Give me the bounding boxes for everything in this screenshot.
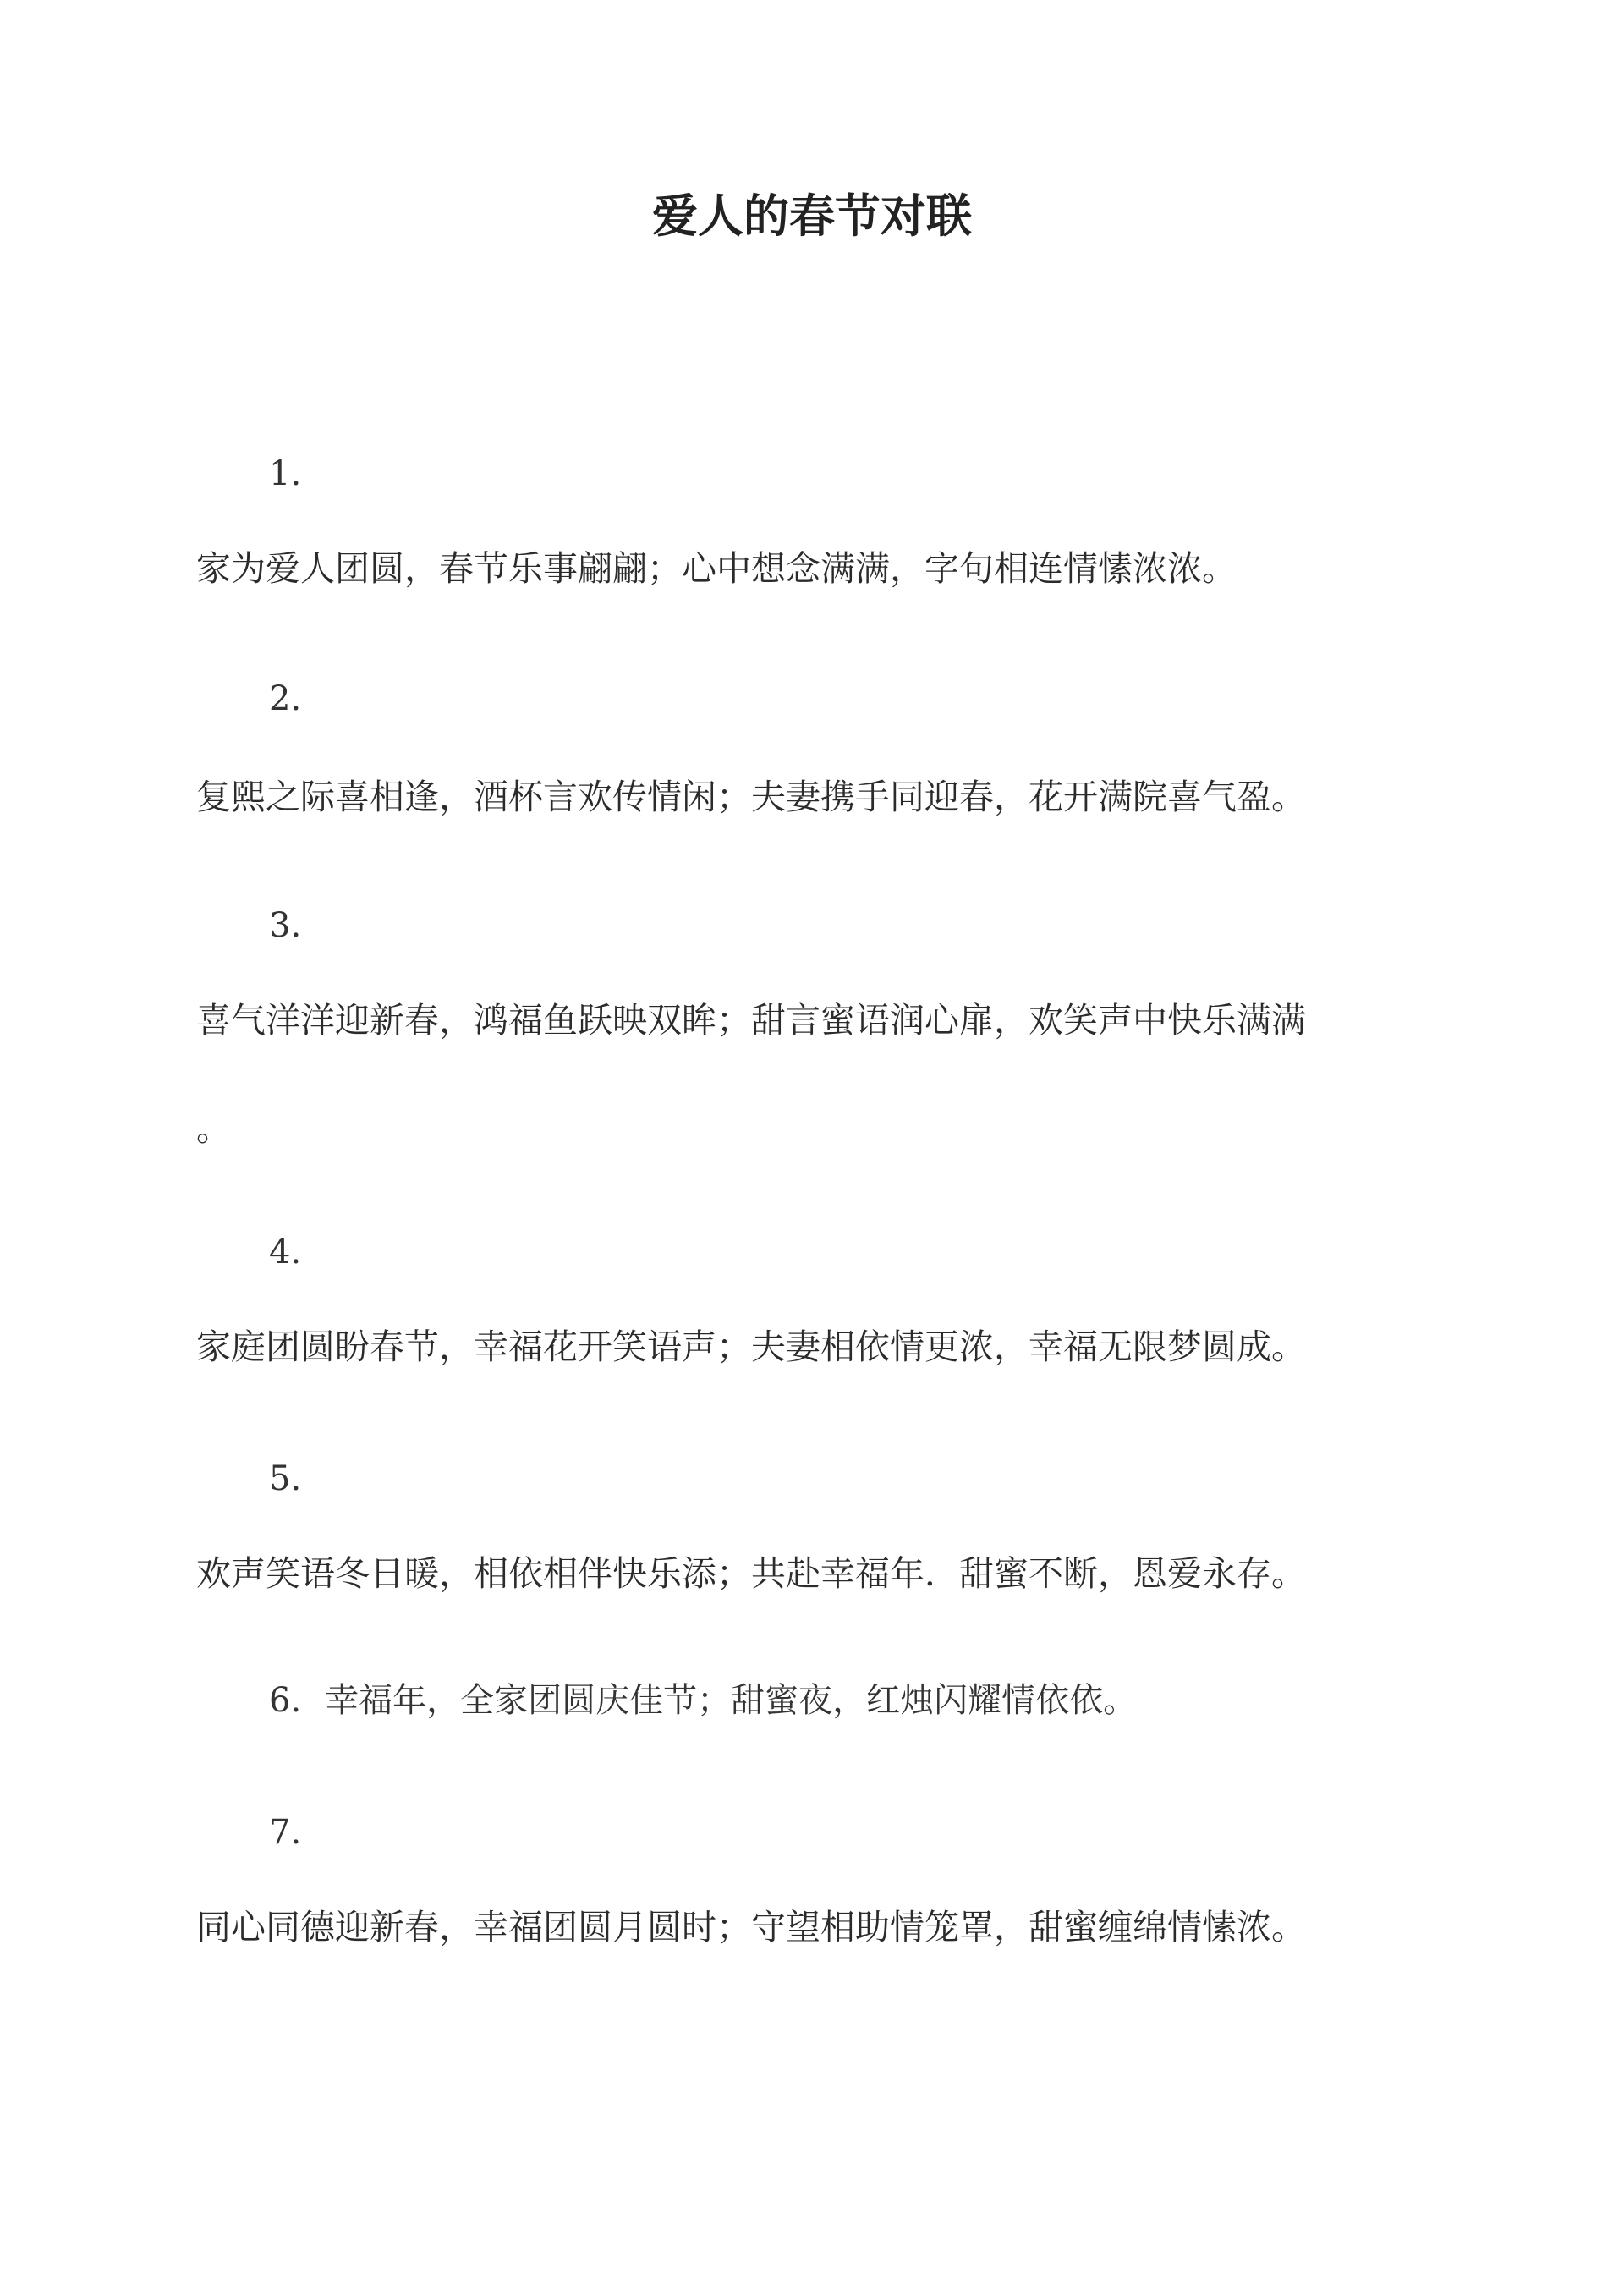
item-number: 3. bbox=[269, 906, 302, 945]
couplet-line: 复熙之际喜相逢，酒杯言欢传情闲；夫妻携手同迎春，花开满院喜气盈。 bbox=[196, 777, 1306, 817]
item-number: 4. bbox=[269, 1233, 302, 1272]
document-title: 爱人的春节对联 bbox=[652, 189, 972, 243]
item-number: 2. bbox=[269, 679, 302, 718]
couplet-line: 家庭团圆盼春节，幸福花开笑语声；夫妻相依情更浓，幸福无限梦圆成。 bbox=[196, 1327, 1306, 1367]
item-number: 7. bbox=[269, 1813, 302, 1852]
item-6-row bbox=[269, 1681, 1138, 1720]
couplet-line: 欢声笑语冬日暖，相依相伴快乐添；共赴幸福年．甜蜜不断，恩爱永存。 bbox=[196, 1553, 1306, 1594]
item-number: 5. bbox=[269, 1459, 302, 1498]
couplet-line: 同心同德迎新春，幸福团圆月圆时；守望相助情笼罩，甜蜜缠绵情愫浓。 bbox=[196, 1907, 1306, 1947]
item-number: 1. bbox=[269, 454, 302, 493]
couplet-line: 喜气洋洋迎新春，鸿福鱼跃映双眸；甜言蜜语润心扉，欢笑声中快乐满满 bbox=[196, 1000, 1306, 1041]
couplet-line: 家为爱人团圆，春节乐事翩翩；心中想念满满，字句相连情愫浓浓。 bbox=[196, 548, 1237, 589]
item-number: 6. bbox=[269, 1681, 302, 1720]
couplet-line-continuation: 。 bbox=[196, 1108, 231, 1149]
couplet-line: 幸福年，全家团圆庆佳节；甜蜜夜，红烛闪耀情依依。 bbox=[325, 1681, 1138, 1720]
